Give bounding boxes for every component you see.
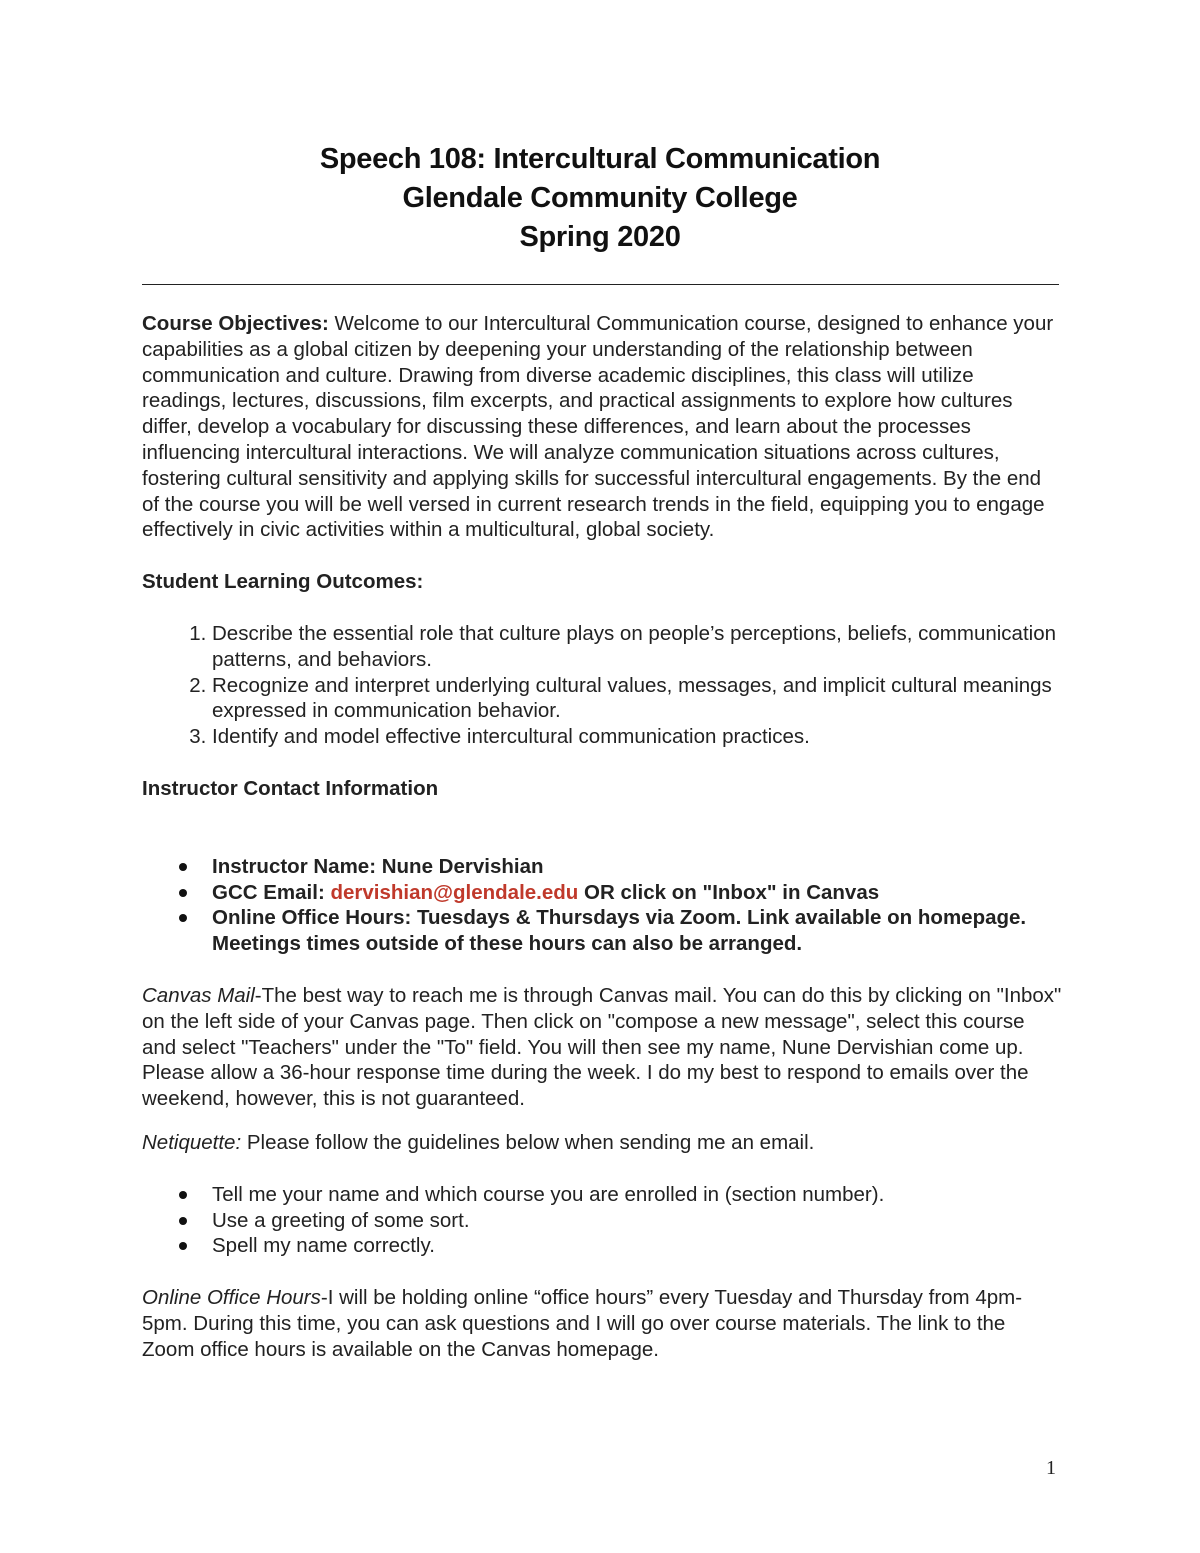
netiquette-item: Spell my name correctly. bbox=[212, 1233, 1062, 1259]
instructor-email-link[interactable]: dervishian@glendale.edu bbox=[330, 880, 579, 904]
college-name: Glendale Community College bbox=[402, 182, 798, 214]
instructor-email-item bbox=[212, 880, 1062, 906]
term: Spring 2020 bbox=[519, 221, 681, 253]
office-hours-paragraph bbox=[142, 1285, 1062, 1362]
learning-outcomes-heading: Student Learning Outcomes: bbox=[142, 570, 424, 594]
netiquette-text: Please follow the guidelines below when sending me an email. bbox=[241, 1130, 815, 1154]
netiquette-paragraph bbox=[142, 1130, 1062, 1156]
course-objectives-paragraph bbox=[142, 311, 1062, 543]
netiquette-label: Netiquette: bbox=[142, 1130, 242, 1154]
canvas-mail-label: Canvas Mail bbox=[142, 983, 255, 1007]
course-objectives-text: Welcome to our Intercultural Communication course, designed to enhance your capabilities as a global citizen by deepening your understanding of the relationship between communication and culture. Drawing from diverse academic disciplines, this class will utilize readings, lectures, discussions, film excerpts, and practical assignments to explore how cultures differ, develop a vocabulary for discussing these differences, and learn about the processes influencing intercultural interactions. We will analyze communication situations across cultures, fostering cultural sensitivity and applying skills for successful intercultural engagements. By the end of the course you will be well versed in current research trends in the field, equipping you to engage effectively in civic activities within a multicultural, global society. bbox=[142, 312, 1054, 542]
document-body bbox=[142, 311, 1062, 1363]
netiquette-list bbox=[142, 1182, 1062, 1259]
office-hours-label: Online Office Hours bbox=[142, 1286, 321, 1310]
office-hours-text: -I will be holding online “office hours” every Tuesday and Thursday from 4pm-5pm. During this time, you can ask questions and I will go over course materials. The link to the Zoom office hours is available on the Canvas homepage. bbox=[142, 1286, 1023, 1361]
course-title: Speech 108: Intercultural Communication bbox=[319, 143, 881, 175]
office-hours-item: Online Office Hours: Tuesdays & Thursdays via Zoom. Link available on homepage. Meetings times outside of these hours can also be arranged. bbox=[212, 905, 1062, 957]
learning-outcome-item: 2. Recognize and interpret underlying cultural values, messages, and implicit cultural meanings expressed in communication behavior. bbox=[212, 673, 1062, 725]
email-suffix: OR click on "Inbox" in Canvas bbox=[578, 880, 880, 904]
canvas-mail-paragraph bbox=[142, 983, 1062, 1112]
instructor-name-item: Instructor Name: Nune Dervishian bbox=[212, 854, 1062, 880]
learning-outcome-item: 3. Identify and model effective intercultural communication practices. bbox=[212, 724, 1062, 750]
horizontal-divider bbox=[142, 284, 1059, 285]
netiquette-item: Tell me your name and which course you are enrolled in (section number). bbox=[212, 1182, 1062, 1208]
email-label: GCC Email: bbox=[212, 880, 331, 904]
canvas-mail-text: -The best way to reach me is through Canvas mail. You can do this by clicking on "Inbox" on the left side of your Canvas page. Then click on "compose a new message", select this course and select "Teachers" under the "To" field. You will then see my name, Nune Dervishian come up. Please allow a 36-hour response time during the week. I do my best to respond to emails over the weekend, however, this is not guaranteed. bbox=[142, 983, 1062, 1111]
netiquette-item: Use a greeting of some sort. bbox=[212, 1208, 1062, 1234]
document-title bbox=[0, 140, 1200, 257]
learning-outcome-item: 1. Describe the essential role that culture plays on people’s perceptions, beliefs, communication patterns, and behaviors. bbox=[212, 621, 1062, 673]
instructor-contact-list bbox=[142, 854, 1062, 957]
instructor-contact-heading: Instructor Contact Information bbox=[142, 776, 439, 800]
page-number: 1 bbox=[1046, 1457, 1056, 1479]
learning-outcomes-list bbox=[142, 621, 1062, 750]
course-objectives-label: Course Objectives: bbox=[142, 312, 329, 335]
